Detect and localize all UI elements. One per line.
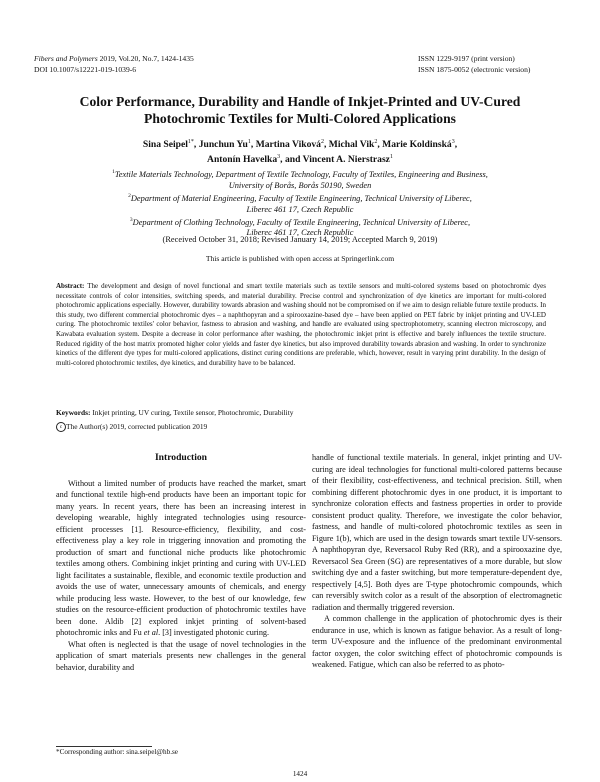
paragraph-1: Without a limited number of products have reached the market, smart and functional textile high-end products have been an important topic for many years. In recent years, there has been an increasing interest in developing wearable, highly integrated technologies using resource-efficient processes [1]. Resource-efficiency, flexibility, and cost-effectiveness play a key role in triggering innovation and promoting the production of smart and functional niche products like photochromic textiles among others. Combining inkjet printing and curing with UV-LED light facilitates a sustainable, flexible, and economic textile production and avoids the use of water, unnecessary amounts of chemicals, and energy while producing less waste. However, to the best of our knowledge, few studies on the resource-efficient production of photochromic textiles have been done. Aldib [2] explored inkjet printing of solvent-based photochromic inks and Fu et al. [3] investigated photonic curing. (56, 478, 306, 637)
abstract-text: The development and design of novel functional and smart textile materials such as textile sensors and multi-colored systems based on photochromic dyes necessitate controls of color intensities, switching speeds, and material durability. Precise control and synchronization of dye kinetics are important for multi-colored photochromic applications especially. However, durability towards abrasion and washing should not be compromised on if we aim to design reliable future textile products. In this study, two different commercial photochromic dyes – a naphthopyran and a spirooxazine-based dye – have been applied on PET fabric by inkjet printing and UV-LED curing. The photochromic textiles' color behavior, fastness to abrasion and washing, and handle are evaluated using spectrophotometry, scanning electron microscopy, and Kawabata evaluation system. Despite a decrease in color performance after washing, the photochromic inkjet print is effective and barely influences the textile structure. Reduced rigidity of the host matrix promoted higher color yields and faster dye kinetics, but also improved durability towards abrasion and washing. In order to synchronize kinetics of the different dye types for multi-colored applications, distinct curing conditions are preferable, which, however, result in varying print durability. In the design of multi-colored photochromic textiles, dye kinetics, and durability have to be balanced. (56, 282, 546, 367)
paragraph-3: handle of functional textile materials. In general, inkjet printing and UV-curing are ideal technologies for functional multi-colored patterns because of their flexibility, cost-effectiveness, and technical precision. Still, when combining different photochromic dyes in one product, it is important to synchronize coloration effects and fastness properties in order to provide consistent product quality. Therefore, we investigate the color behavior, fastness, and handle of multi-colored photochromic textiles as seen in Figure 1(b), which are used in the design towards smart textile UV-sensors. A naphthopyran dye, Reversacol Ruby Red (RR), and a spirooxazine dye, Reversacol Sea Green (SG) are representatives of a more durable, but slow switching dye and a faster switching, but more temperature-dependent dye, respectively [4,5]. Both dyes are T-type photochromic compounds, which can reversibly switch color as a result of the absorption of electromagnetic radiation and thermally triggered reversion. (312, 453, 562, 612)
author-list: Sina Seipel$^{1*}$, Junchun Yu$^1$, Martina Viková$^2$, Michal Vik$^2$, Marie Koldinská$^3$, Antonín Havelka$^3$, and Vincent A. Nierstrasz$^1$ (142, 139, 458, 166)
paper-title: Color Performance, Durability and Handle of Inkjet-Printed and UV-Cured Photochromic Textiles for Multi-Colored Applications (79, 94, 521, 126)
abstract-label: Abstract: (56, 282, 85, 290)
journal-citation: Fibers and Polymers 2019, Vol.20, No.7, 1424-1435 (34, 54, 194, 63)
received-dates: (Received October 31, 2018; Revised January 14, 2019; Accepted March 9, 2019) (162, 235, 438, 244)
column-left (56, 452, 306, 673)
paragraph-2: What often is neglected is that the usage of novel technologies in the application of smart materials presents new challenges in the general behavior, durability and (56, 639, 306, 672)
journal-header (34, 53, 194, 75)
keywords (56, 408, 546, 417)
open-access-note: This article is published with open access at Springerlink.com (205, 254, 395, 263)
abstract (56, 282, 546, 368)
affiliation-1: $^1$Textile Materials Technology, Department of Textile Technology, Faculty of Textiles, Engineering and Business, (112, 169, 488, 179)
footnote-divider (56, 746, 152, 747)
keywords-text: Inkjet printing, UV curing, Textile sensor, Photochromic, Durability (90, 408, 294, 417)
affiliation-2: $^2$Department of Material Engineering, Faculty of Textile Engineering, Technical University of Liberec, (128, 192, 472, 203)
section-heading-introduction: Introduction (154, 452, 208, 463)
paragraph-4: A common challenge in the application of photochromic dyes is their endurance in use, which is known as fatigue behavior. As a result of long-term UV-exposure and the influence of the predominant environmental factor oxygen, the color switching effect of photochromic compounds is weakened. Fatigue, which can also be referred to as photo- (312, 614, 562, 669)
issn-block (418, 53, 530, 75)
copyright-icon: c (56, 422, 66, 432)
journal-name: Fibers and Polymers (34, 54, 98, 63)
keywords-label: Keywords: (56, 408, 91, 417)
issn-electronic: ISSN 1875-0052 (electronic version) (418, 65, 531, 74)
affiliation-3: $^3$Department of Clothing Technology, Faculty of Textile Engineering, Technical University of Liberec, (129, 216, 471, 227)
page-number: 1424 (292, 770, 308, 778)
affiliations: $^1$Textile Materials Technology, Department of Textile Technology, Faculty of Textiles, Engineering and Business, University of Borås, Borås 50190, Sweden $^2$Department of Material Engineering, Faculty of Textile Engineering, Technical University of Liberec, Liberec 461 17, Czech Republic $^3$Department of Clothing Technology, Faculty of Textile Engineering, Technical University of Liberec, Liberec 461 17, Czech Republic (60, 167, 540, 238)
copyright-line: c The Author(s) 2019, corrected publication 2019 (56, 422, 207, 432)
issn-print: ISSN 1229-9197 (print version) (418, 54, 515, 63)
doi[interactable]: DOI 10.1007/s12221-019-1039-6 (34, 65, 137, 74)
column-right (312, 452, 562, 671)
corresponding-author-footnote: *Corresponding author: sina.seipel@hb.se (56, 748, 178, 756)
